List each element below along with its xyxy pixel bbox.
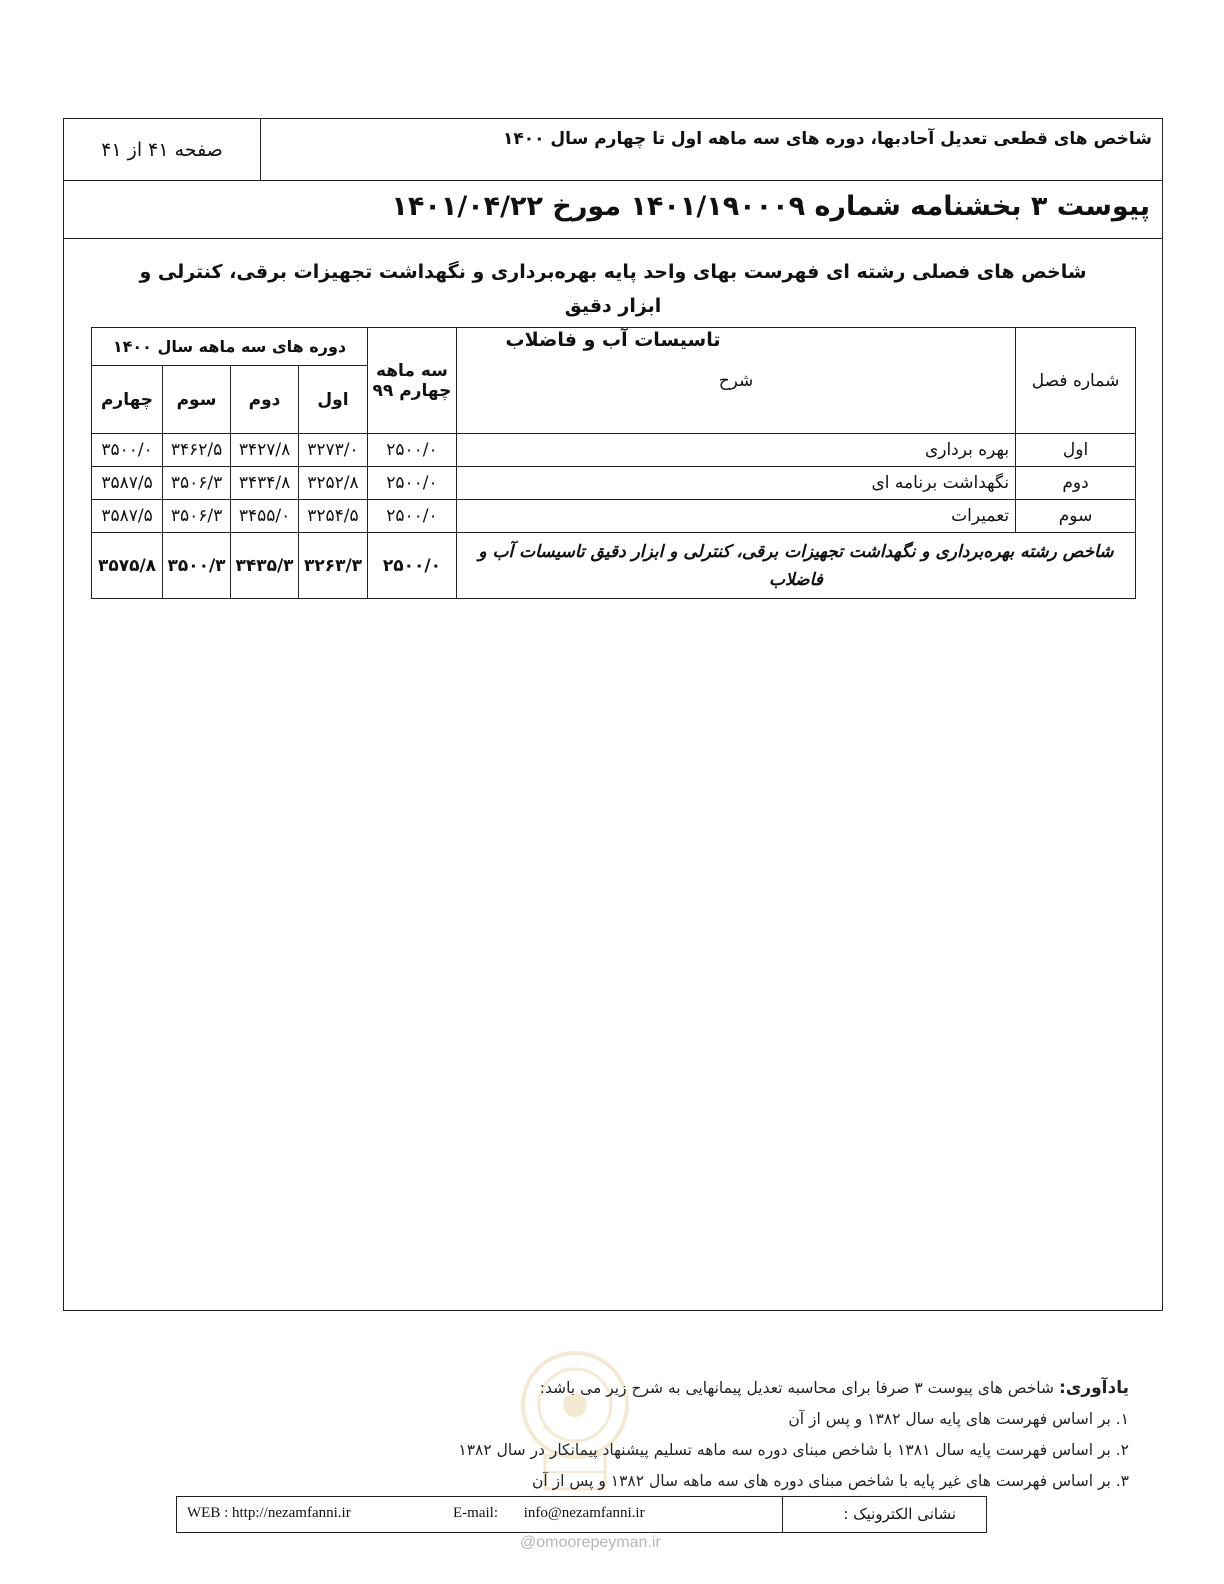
col-base-line2: چهارم ۹۹ xyxy=(372,380,452,401)
cell-q1: ۳۲۵۴/۵ xyxy=(299,500,368,533)
page-number: صفحه ۴۱ از ۴۱ xyxy=(64,119,261,180)
total-q3: ۳۵۰۰/۳ xyxy=(163,533,231,599)
section-title-line1: شاخص های فصلی رشته ای فهرست بهای واحد پایه بهره‌برداری و نگهداشت تجهیزات برقی، کنترلی و ابزار دقیق xyxy=(139,261,1087,317)
notes-intro-line xyxy=(369,1373,1129,1404)
web-link[interactable]: WEB : http://nezamfanni.ir xyxy=(187,1505,351,1521)
cell-desc: تعمیرات xyxy=(456,500,1015,533)
notes-label: یادآوری: xyxy=(1058,1378,1129,1398)
cell-chapter: دوم xyxy=(1016,467,1136,500)
email-link[interactable]: info@nezamfanni.ir xyxy=(523,1505,645,1521)
table-row xyxy=(92,467,1136,500)
cell-q4: ۳۵۸۷/۵ xyxy=(92,500,163,533)
total-q2: ۳۴۳۵/۳ xyxy=(231,533,299,599)
page-frame xyxy=(63,118,1163,1311)
col-base-line1: سه ماهه xyxy=(375,360,448,381)
notes-block xyxy=(369,1373,1129,1497)
section-title-line2: تاسیسات آب و فاضلاب xyxy=(505,329,721,351)
footer-contact xyxy=(176,1496,987,1533)
cell-q3: ۳۵۰۶/۳ xyxy=(163,500,231,533)
col-desc-header: شرح xyxy=(456,328,1015,434)
table-total-row xyxy=(92,533,1136,599)
notes-intro: شاخص های پیوست ۳ صرفا برای محاسبه تعدیل پیمانهایی به شرح زیر می باشد: xyxy=(539,1379,1054,1397)
watermark: @omoorepeyman.ir xyxy=(520,1534,661,1551)
cell-base: ۲۵۰۰/۰ xyxy=(367,500,456,533)
col-period-header: دوره های سه ماهه سال ۱۴۰۰ xyxy=(92,328,368,366)
cell-desc: بهره برداری xyxy=(456,434,1015,467)
cell-q3: ۳۵۰۶/۳ xyxy=(163,467,231,500)
cell-q1: ۳۲۷۳/۰ xyxy=(299,434,368,467)
col-q2-header: دوم xyxy=(231,366,299,434)
cell-q2: ۳۴۵۵/۰ xyxy=(231,500,299,533)
cell-base: ۲۵۰۰/۰ xyxy=(367,467,456,500)
cell-q2: ۳۴۳۴/۸ xyxy=(231,467,299,500)
email-label: E-mail: xyxy=(453,1505,498,1521)
note-item: ۱. بر اساس فهرست های پایه سال ۱۳۸۲ و پس از آن xyxy=(788,1410,1129,1428)
cell-desc: نگهداشت برنامه ای xyxy=(456,467,1015,500)
total-base: ۲۵۰۰/۰ xyxy=(367,533,456,599)
table-row xyxy=(92,434,1136,467)
col-chapter-header: شماره فصل xyxy=(1016,328,1136,434)
total-q1: ۳۲۶۳/۳ xyxy=(299,533,368,599)
cell-chapter: اول xyxy=(1016,434,1136,467)
table-row xyxy=(92,500,1136,533)
cell-q4: ۳۵۸۷/۵ xyxy=(92,467,163,500)
cell-chapter: سوم xyxy=(1016,500,1136,533)
header-row xyxy=(64,119,1162,181)
col-q4-header: چهارم xyxy=(92,366,163,434)
note-item: ۳. بر اساس فهرست های غیر پایه با شاخص مبنای دوره های سه ماهه سال ۱۳۸۲ و پس از آن xyxy=(532,1472,1129,1490)
total-desc: شاخص رشته بهره‌برداری و نگهداشت تجهیزات برقی، کنترلی و ابزار دقیق تاسیسات آب و فاضلاب xyxy=(456,533,1135,599)
cell-q1: ۳۲۵۲/۸ xyxy=(299,467,368,500)
cell-q3: ۳۴۶۲/۵ xyxy=(163,434,231,467)
total-q4: ۳۵۷۵/۸ xyxy=(92,533,163,599)
cell-q2: ۳۴۲۷/۸ xyxy=(231,434,299,467)
note-item: ۲. بر اساس فهرست پایه سال ۱۳۸۱ با شاخص مبنای دوره سه ماهه تسلیم پیشنهاد پیمانکار در سال ۱۳۸۲ xyxy=(458,1441,1129,1459)
cell-base: ۲۵۰۰/۰ xyxy=(367,434,456,467)
address-label: نشانی الکترونیک : xyxy=(782,1497,986,1532)
col-base-header xyxy=(367,328,456,434)
circular-reference: پیوست ۳ بخشنامه شماره ۱۴۰۱/۱۹۰۰۰۹ مورخ ۱۴۰۱/۰۴/۲۲ xyxy=(64,181,1162,239)
col-q1-header: اول xyxy=(299,366,368,434)
cell-q4: ۳۵۰۰/۰ xyxy=(92,434,163,467)
col-q3-header: سوم xyxy=(163,366,231,434)
document-title: شاخص های قطعی تعدیل آحادبها، دوره های سه ماهه اول تا چهارم سال ۱۴۰۰ xyxy=(503,129,1152,149)
email-group xyxy=(453,1505,645,1522)
index-table xyxy=(91,327,1136,599)
